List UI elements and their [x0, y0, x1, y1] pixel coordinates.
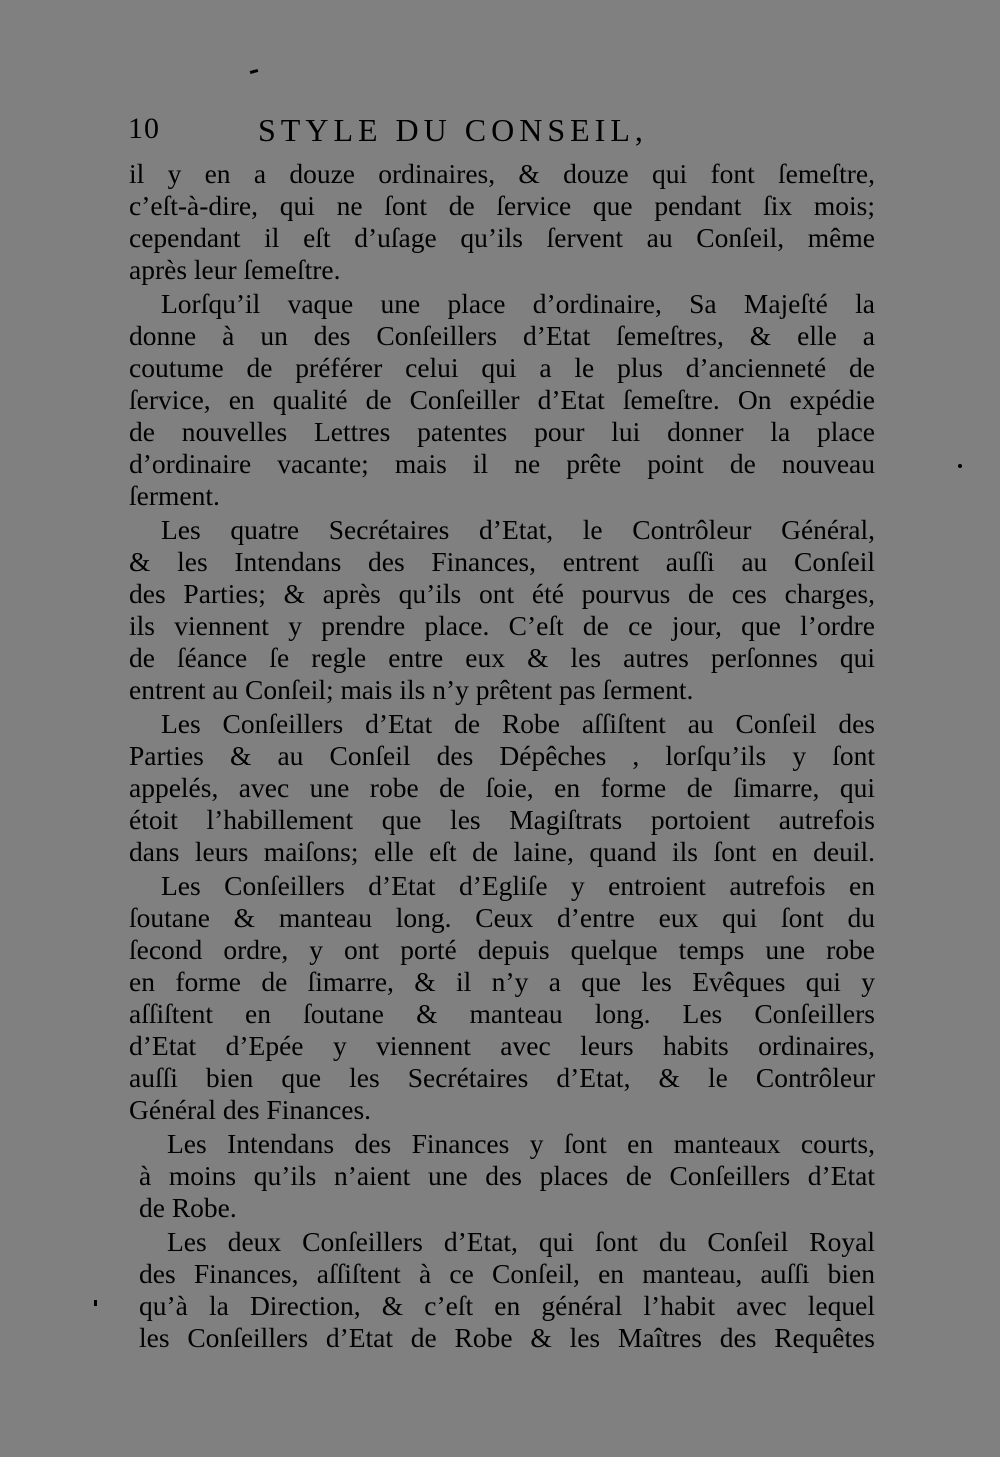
text-line: entrent au Conſeil; mais ils n’y prêtent pas ſerment. — [129, 674, 694, 705]
paragraph-first-line: Les Intendans des Finances y ſont en manteaux courts, — [167, 1128, 875, 1159]
text-line: aſſiſtent en ſoutane & manteau long. Les Conſeillers — [129, 998, 875, 1029]
running-title: STYLE DU CONSEIL, — [258, 112, 648, 148]
text-line: de ſéance ſe regle entre eux & les autres perſonnes qui — [129, 642, 875, 673]
paragraph-first-line: Les deux Conſeillers d’Etat, qui ſont du Conſeil Royal — [167, 1226, 875, 1257]
text-line: il y en a douze ordinaires, & douze qui font ſemeſtre, — [129, 158, 875, 189]
text-line: en forme de ſimarre, & il n’y a que les Evêques qui y — [129, 966, 875, 997]
text-line: d’Etat d’Epée y viennent avec leurs habits ordinaires, — [129, 1030, 875, 1061]
paragraph-first-line: Les quatre Secrétaires d’Etat, le Contrôleur Général, — [161, 514, 875, 545]
text-line: ſoutane & manteau long. Ceux d’entre eux qui ſont du — [129, 902, 875, 933]
text-line: cependant il eſt d’uſage qu’ils ſervent au Conſeil, même — [129, 222, 875, 253]
text-line: Général des Finances. — [129, 1094, 372, 1125]
printing-speck — [250, 69, 259, 74]
text-line: ils viennent y prendre place. C’eſt de ce jour, que l’ordre — [129, 610, 875, 641]
text-line: & les Intendans des Finances, entrent auſſi au Conſeil — [129, 546, 875, 577]
text-line: étoit l’habillement que les Magiſtrats portoient autrefois — [129, 804, 875, 835]
text-line: des Finances, aſſiſtent à ce Conſeil, en manteau, auſſi bien — [139, 1258, 875, 1289]
body-text — [129, 158, 875, 1354]
text-line: à moins qu’ils n’aient une des places de Conſeillers d’Etat — [139, 1160, 875, 1191]
text-line: qu’à la Direction, & c’eſt en général l’habit avec lequel — [139, 1290, 875, 1321]
text-line: dans leurs maiſons; elle eſt de laine, quand ils ſont en deuil. — [129, 836, 875, 867]
paragraph-first-line: Les Conſeillers d’Etat d’Egliſe y entroient autrefois en — [161, 870, 875, 901]
printing-speck — [958, 464, 962, 468]
text-line: d’ordinaire vacante; mais il ne prête point de nouveau — [129, 448, 875, 479]
text-line: ſerment. — [129, 480, 220, 511]
text-line: c’eſt-à-dire, qui ne ſont de ſervice que pendant ſix mois; — [129, 190, 875, 221]
page-number: 10 — [128, 112, 160, 145]
text-line: auſſi bien que les Secrétaires d’Etat, & le Contrôleur — [129, 1062, 875, 1093]
text-line: donne à un des Conſeillers d’Etat ſemeſtres, & elle a — [129, 320, 875, 351]
text-line: Parties & au Conſeil des Dépêches , lorſqu’ils y ſont — [129, 740, 875, 771]
text-line: ſecond ordre, y ont porté depuis quelque temps une robe — [129, 934, 875, 965]
text-line: appelés, avec une robe de ſoie, en forme de ſimarre, qui — [129, 772, 875, 803]
printing-speck — [94, 1300, 97, 1306]
paragraph-first-line: Les Conſeillers d’Etat de Robe aſſiſtent au Conſeil des — [161, 708, 875, 739]
text-line: de Robe. — [139, 1192, 237, 1223]
page-header — [128, 112, 888, 156]
text-line: ſervice, en qualité de Conſeiller d’Etat ſemeſtre. On expédie — [129, 384, 875, 415]
text-line: après leur ſemeſtre. — [129, 254, 341, 285]
paragraph-first-line: Lorſqu’il vaque une place d’ordinaire, Sa Majeſté la — [161, 288, 875, 319]
text-line: les Conſeillers d’Etat de Robe & les Maîtres des Requêtes — [139, 1322, 875, 1353]
text-line: des Parties; & après qu’ils ont été pourvus de ces charges, — [129, 578, 875, 609]
text-line: coutume de préférer celui qui a le plus d’ancienneté de — [129, 352, 875, 383]
text-line: de nouvelles Lettres patentes pour lui donner la place — [129, 416, 875, 447]
